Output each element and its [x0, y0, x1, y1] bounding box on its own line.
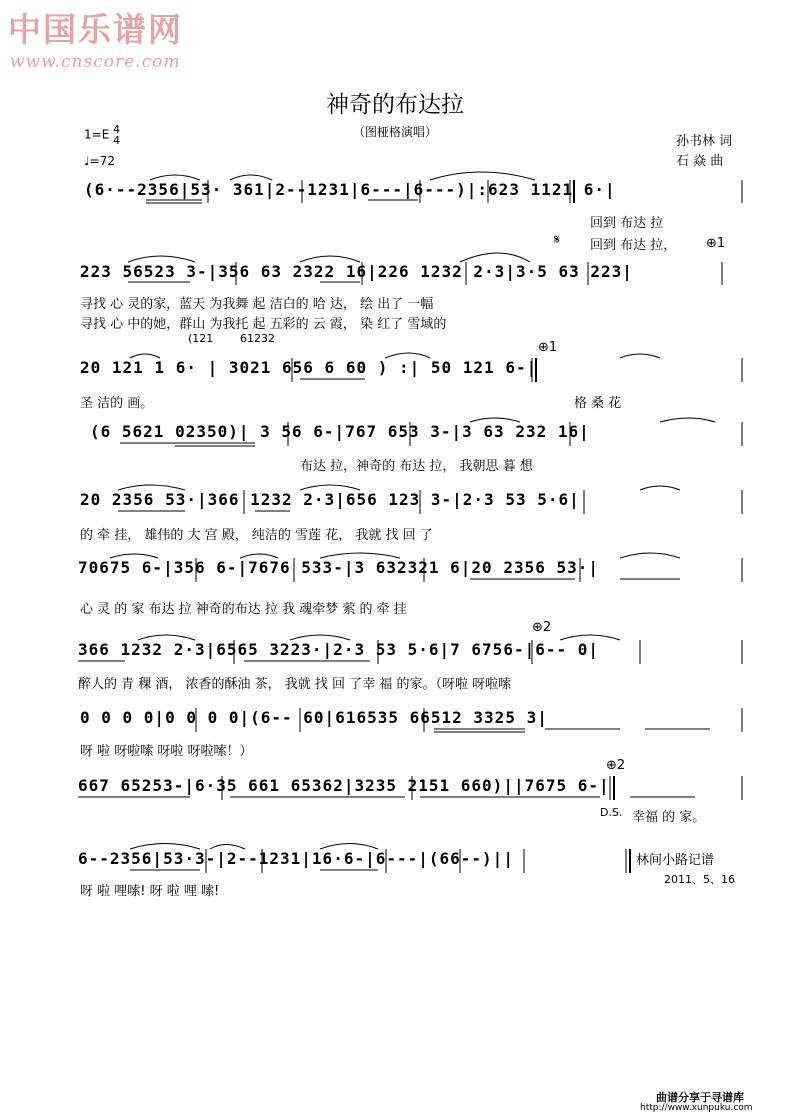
lyric-row-1-verse-2: 回到 布达 拉，: [590, 238, 677, 253]
key-signature: 1=E 4 4: [84, 123, 121, 147]
lyric-row-10: 呀 啦 哩嗦! 呀 啦 哩 嗦!: [80, 884, 220, 899]
lyricist-credit: 孙书林 词: [676, 134, 733, 149]
ornament-2: 61232: [240, 332, 275, 345]
score-row-4: (6 5621 02350)| 3 56 6-|767 653 3-|3 63 232 16|: [90, 422, 590, 441]
lyric-row-3-verse-2: 格 桑 花: [574, 396, 622, 411]
performer-subtitle: （图桠格演唱）: [352, 125, 437, 139]
score-row-5: 20 2356 53·|366 1232 2·3|656 123 3-|2·3 53 5·6|: [80, 490, 580, 509]
lyric-row-9: 幸福 的 家。: [632, 810, 706, 825]
score-row-7: 366 1232 2·3|6565 3223·|2·3 53 5·6|7 6756-|6-- 0|: [78, 640, 600, 659]
score-row-6: 70675 6-|356 6-|7676 533-|3 632321 6|20 2356 53·|: [78, 558, 600, 577]
score-row-3: 20 121 1 6· | 3021 656 6 60 ) :| 50 121 6-|: [80, 358, 538, 377]
lyric-row-5: 的 牵 挂， 雄伟的 大 宫 殿， 纯洁的 雪莲 花， 我就 找 回 了: [80, 528, 433, 543]
dal-segno-mark: D.S.: [600, 806, 623, 819]
lyric-row-6: 心 灵 的 家 布达 拉 神奇的布达 拉 我 魂牵梦 萦 的 牵 挂: [80, 602, 407, 617]
coda-mark-1: ⊕1: [706, 236, 726, 251]
lyric-row-7: 醉人的 青 稞 酒， 浓香的酥油 茶， 我就 找 回 了幸 福 的家。（呀啦 呀啦嗦: [78, 677, 512, 692]
ornament-1: (121: [188, 332, 214, 345]
song-title: 神奇的布达拉: [326, 92, 464, 118]
score-row-10: 6--2356|53·3-|2--1231|16·6-|6---|(66--)||: [78, 849, 514, 868]
segno-icon: 𝄋: [554, 232, 561, 248]
transcription-date: 2011、5、16: [664, 873, 735, 886]
lyric-row-4: 布达 拉，神奇的 布达 拉， 我朝思 暮 想: [300, 459, 533, 474]
score-row-8: 0 0 0 0|0 0 0 0|(6-- 60|616535 66512 3325 3|: [80, 708, 548, 727]
score-row-9: 667 65253-|6·35 661 65362|3235 2151 660)||7675 6-|: [78, 776, 610, 795]
lyric-row-8: 呀 啦 呀啦嗦 呀啦 呀啦嗦！）: [80, 744, 253, 759]
tempo-marking: ♩=72: [84, 154, 115, 168]
coda-mark-3: ⊕2: [532, 620, 552, 635]
score-row-2: 223 56523 3-|356 63 2322 16|226 1232 2·3|3·5 63 223|: [80, 262, 633, 281]
site-watermark-logo: 中国乐谱网: [8, 10, 183, 49]
lyric-row-2-verse-2: 寻找 心 中的她，群山 为我托 起 五彩的 云 霞， 染 红了 雪域的: [80, 317, 447, 332]
composer-credit: 石 焱 曲: [676, 154, 724, 169]
coda-mark-4: ⊕2: [606, 758, 626, 773]
coda-mark-2: ⊕1: [538, 340, 558, 355]
site-watermark-url: www.cnscore.com: [10, 52, 181, 72]
lyric-row-1-verse-1: 回到 布达 拉: [590, 216, 664, 231]
lyric-row-3-verse-1: 圣 洁的 画。: [80, 396, 154, 411]
score-row-1: (6·--2356|53· 361|2--1231|6---|6---)|:623 1121 6·|: [84, 180, 616, 199]
transcriber-credit: 林间小路记谱: [636, 853, 715, 868]
quarter-note-icon: ♩: [84, 154, 90, 168]
footer-url: http://www.xunpuku.com: [640, 1103, 753, 1113]
footer-share-text: 曲谱分享于寻谱库: [656, 1091, 744, 1104]
lyric-row-2-verse-1: 寻找 心 灵的家，蓝天 为我舞 起 洁白的 哈 达， 绘 出了 一幅: [80, 297, 434, 312]
